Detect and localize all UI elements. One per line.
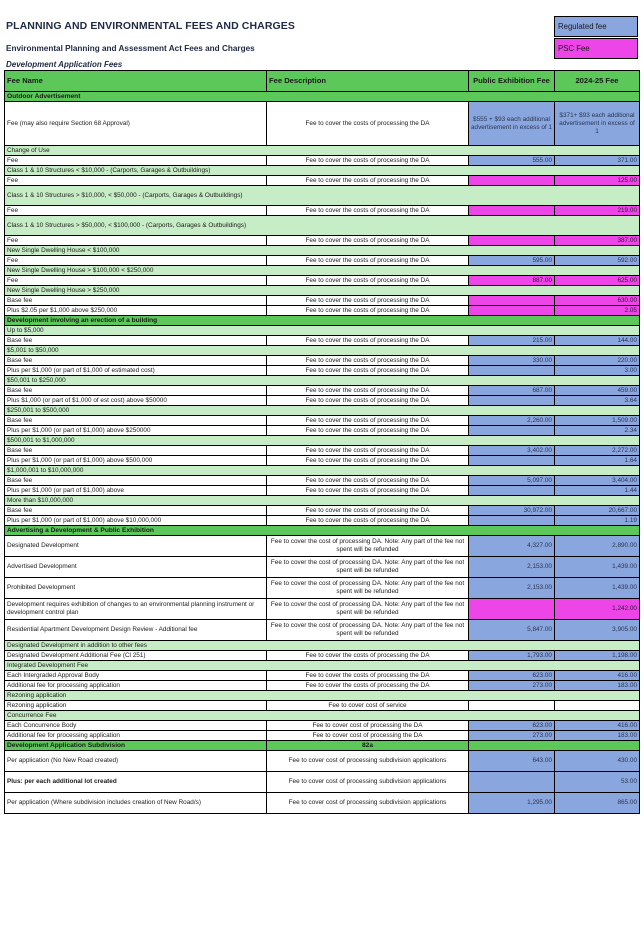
section-title: Development Application Fees <box>6 60 123 69</box>
fee-name: Per application (Where subdivision includes creation of New Road/s) <box>5 793 267 814</box>
fee-name: Plus $2.05 per $1,000 above $250,000 <box>5 306 267 316</box>
fee-2024-25: 183.00 <box>555 681 640 691</box>
public-exhibition-fee: 5,847.00 <box>469 620 555 641</box>
table-row <box>5 256 640 266</box>
fee-description: Fee to cover the costs of processing the DA <box>267 506 469 516</box>
fee-2024-25: 387.00 <box>555 236 640 246</box>
table-row <box>5 486 640 496</box>
subsection-heading: Class 1 & 10 Structures > $10,000, < $50,000 - (Carports, Garages & Outbuildings) <box>5 186 640 206</box>
subsection-heading: Class 1 & 10 Structures > $50,000, < $100,000 - (Carports, Garages & Outbuildings) <box>5 216 640 236</box>
public-exhibition-fee: 2,153.00 <box>469 578 555 599</box>
public-exhibition-fee <box>469 516 555 526</box>
subsection-heading: Concurrence Fee <box>5 711 640 721</box>
fees-table-body <box>5 71 640 814</box>
public-exhibition-fee <box>469 426 555 436</box>
public-exhibition-fee: 5,097.00 <box>469 476 555 486</box>
fee-name: Each Concurrence Body <box>5 721 267 731</box>
fee-2024-25: 430.00 <box>555 751 640 772</box>
table-row <box>5 793 640 814</box>
fee-name: Plus per $1,000 (or part of $1,000) above $500,000 <box>5 456 267 466</box>
fee-2024-25: 865.00 <box>555 793 640 814</box>
fee-name: Plus per $1,000 (or part of $1,000) above $10,000,000 <box>5 516 267 526</box>
table-row <box>5 426 640 436</box>
fee-name: Rezoning application <box>5 701 267 711</box>
fee-description: Fee to cover the costs of processing the DA <box>267 416 469 426</box>
public-exhibition-fee: 887.00 <box>469 276 555 286</box>
table-row <box>5 516 640 526</box>
subsection-heading: Class 1 & 10 Structures < $10,000 - (Carports, Garages & Outbuildings) <box>5 166 640 176</box>
table-row <box>5 306 640 316</box>
subsection-heading: $1,000,001 to $10,000,000 <box>5 466 640 476</box>
legend-psc-fee: PSC Fee <box>554 38 638 59</box>
fee-name: Fee <box>5 156 267 166</box>
section-heading: Development Application Subdivision <box>5 741 267 751</box>
fee-2024-25: 1,439.00 <box>555 578 640 599</box>
section-row <box>5 316 640 326</box>
page-title: PLANNING AND ENVIRONMENTAL FEES AND CHARGES <box>6 20 295 32</box>
fee-2024-25: 625.00 <box>555 276 640 286</box>
fee-description: Fee to cover the costs of processing the DA <box>267 386 469 396</box>
public-exhibition-fee <box>469 176 555 186</box>
table-row <box>5 751 640 772</box>
subsection-heading: Change of Use <box>5 146 640 156</box>
table-row <box>5 296 640 306</box>
fee-description: Fee to cover the costs of processing the DA <box>267 102 469 146</box>
fee-name: Development requires exhibition of changes to an environmental planning instrument or development control plan <box>5 599 267 620</box>
fee-description: Fee to cover the costs of processing the DA <box>267 681 469 691</box>
fee-name: Residential Apartment Development Design Review - Additional fee <box>5 620 267 641</box>
public-exhibition-fee: 555.00 <box>469 156 555 166</box>
table-row <box>5 506 640 516</box>
public-exhibition-fee <box>469 486 555 496</box>
fee-2024-25: 592.00 <box>555 256 640 266</box>
public-exhibition-fee: 215.00 <box>469 336 555 346</box>
section-row <box>5 526 640 536</box>
subsection-heading: Rezoning application <box>5 691 640 701</box>
subsection-row <box>5 661 640 671</box>
subsection-row <box>5 436 640 446</box>
public-exhibition-fee: 330.00 <box>469 356 555 366</box>
subsection-row <box>5 711 640 721</box>
fee-2024-25: 1,198.00 <box>555 651 640 661</box>
fee-description: Fee to cover the costs of processing the DA <box>267 156 469 166</box>
fee-name: Fee <box>5 176 267 186</box>
fee-name: Plus $1,000 (or part of $1,000 of est cost) above $50000 <box>5 396 267 406</box>
table-row <box>5 731 640 741</box>
subsection-heading: $250,001 to $500,000 <box>5 406 640 416</box>
table-row <box>5 456 640 466</box>
fee-description: Fee to cover the costs of processing the DA <box>267 456 469 466</box>
fee-description: Fee to cover the cost of processing DA. Note: Any part of the fee not spent will be refunded <box>267 578 469 599</box>
fee-2024-25 <box>555 701 640 711</box>
public-exhibition-fee <box>469 236 555 246</box>
fee-name: Additional fee for processing application <box>5 731 267 741</box>
fee-description: Fee to cover the costs of processing the DA <box>267 516 469 526</box>
public-exhibition-fee: $555 + $93 each additional advertisement in excess of 1 <box>469 102 555 146</box>
public-exhibition-fee <box>469 599 555 620</box>
subsection-row <box>5 376 640 386</box>
fee-name: Base fee <box>5 296 267 306</box>
public-exhibition-fee <box>469 701 555 711</box>
fee-2024-25: 1.19 <box>555 516 640 526</box>
table-header-row <box>5 71 640 92</box>
table-row <box>5 671 640 681</box>
subsection-row <box>5 246 640 256</box>
subsection-row <box>5 166 640 176</box>
table-row <box>5 701 640 711</box>
fee-description: Fee to cover the costs of processing the DA <box>267 671 469 681</box>
table-row <box>5 599 640 620</box>
section-note: 82a <box>267 741 469 751</box>
fee-description: Fee to cover cost of processing subdivision applications <box>267 793 469 814</box>
table-row <box>5 396 640 406</box>
subsection-row <box>5 496 640 506</box>
header-public-exhibition-fee: Public Exhibition Fee <box>469 71 555 92</box>
public-exhibition-fee <box>469 296 555 306</box>
subsection-row <box>5 346 640 356</box>
section-filler <box>469 741 640 751</box>
page-subtitle: Environmental Planning and Assessment Act Fees and Charges <box>6 44 255 53</box>
subsection-heading: $5,001 to $50,000 <box>5 346 640 356</box>
fee-name: Plus per $1,000 (or part of $1,000) above $250000 <box>5 426 267 436</box>
section-heading: Outdoor Advertisement <box>5 92 640 102</box>
fee-2024-25: 416.00 <box>555 671 640 681</box>
header-fee-description: Fee Description <box>267 71 469 92</box>
fee-name: Additional fee for processing application <box>5 681 267 691</box>
subsection-heading: $50,001 to $250,000 <box>5 376 640 386</box>
fee-name: Plus per $1,000 (or part of $1,000) above <box>5 486 267 496</box>
public-exhibition-fee: 643.00 <box>469 751 555 772</box>
fee-description: Fee to cover the costs of processing the DA <box>267 651 469 661</box>
subsection-row <box>5 406 640 416</box>
fee-description: Fee to cover the costs of processing the DA <box>267 176 469 186</box>
table-row <box>5 446 640 456</box>
public-exhibition-fee: 273.00 <box>469 731 555 741</box>
fee-name: Plus: per each additional lot created <box>5 772 267 793</box>
fee-name: Base fee <box>5 356 267 366</box>
fee-description: Fee to cover the cost of processing DA. Note: Any part of the fee not spent will be refunded <box>267 536 469 557</box>
public-exhibition-fee: 2,153.00 <box>469 557 555 578</box>
section-row <box>5 741 640 751</box>
fee-name: Advertised Development <box>5 557 267 578</box>
fee-description: Fee to cover the costs of processing the DA <box>267 296 469 306</box>
fee-2024-25: 1,509.00 <box>555 416 640 426</box>
subsection-row <box>5 286 640 296</box>
table-row <box>5 386 640 396</box>
table-row <box>5 176 640 186</box>
section-heading: Advertising a Development & Public Exhibition <box>5 526 640 536</box>
table-row <box>5 476 640 486</box>
fee-description: Fee to cover the costs of processing the DA <box>267 336 469 346</box>
header-2024-25-fee: 2024-25 Fee <box>555 71 640 92</box>
legend-regulated-fee: Regulated fee <box>554 16 638 37</box>
table-row <box>5 681 640 691</box>
fee-description: Fee to cover the costs of processing the DA <box>267 256 469 266</box>
fees-table <box>4 70 640 814</box>
subsection-heading: New Single Dwelling House < $100,000 <box>5 246 640 256</box>
fee-name: Base fee <box>5 476 267 486</box>
subsection-row <box>5 466 640 476</box>
fee-description: Fee to cover the cost of processing DA. Note: Any part of the fee not spent will be refunded <box>267 620 469 641</box>
fee-name: Designated Development <box>5 536 267 557</box>
fee-2024-25: 219.00 <box>555 206 640 216</box>
table-row <box>5 416 640 426</box>
public-exhibition-fee <box>469 772 555 793</box>
table-row <box>5 276 640 286</box>
fee-description: Fee to cover the costs of processing the DA <box>267 476 469 486</box>
fee-name: Base fee <box>5 446 267 456</box>
fee-name: Plus per $1,000 (or part of $1,000 of estimated cost) <box>5 366 267 376</box>
public-exhibition-fee: 687.00 <box>469 386 555 396</box>
subsection-row <box>5 266 640 276</box>
fee-description: Fee to cover the costs of processing the DA <box>267 206 469 216</box>
fee-description: Fee to cover the costs of processing the DA <box>267 276 469 286</box>
fee-name: Base fee <box>5 336 267 346</box>
fee-description: Fee to cover the costs of processing the DA <box>267 426 469 436</box>
table-row <box>5 557 640 578</box>
header-fee-name: Fee Name <box>5 71 267 92</box>
fee-2024-25: 183.00 <box>555 731 640 741</box>
public-exhibition-fee <box>469 206 555 216</box>
public-exhibition-fee: 4,327.00 <box>469 536 555 557</box>
fee-name: Fee <box>5 256 267 266</box>
subsection-heading: Up to $5,000 <box>5 326 640 336</box>
fee-2024-25: 144.00 <box>555 336 640 346</box>
fee-2024-25: 1.44 <box>555 486 640 496</box>
fee-description: Fee to cover the cost of processing DA. Note: Any part of the fee not spent will be refunded <box>267 557 469 578</box>
table-row <box>5 578 640 599</box>
table-row <box>5 336 640 346</box>
fee-name: Each Intergraded Approval Body <box>5 671 267 681</box>
fee-2024-25: 3,905.00 <box>555 620 640 641</box>
fee-2024-25: 125.00 <box>555 176 640 186</box>
fee-2024-25: 53.00 <box>555 772 640 793</box>
fee-2024-25: 630.00 <box>555 296 640 306</box>
fee-description: Fee to cover the cost of processing DA. Note: Any part of the fee not spent will be refunded <box>267 599 469 620</box>
fee-2024-25: 1.64 <box>555 456 640 466</box>
public-exhibition-fee <box>469 366 555 376</box>
public-exhibition-fee: 623.00 <box>469 721 555 731</box>
subsection-row <box>5 216 640 236</box>
public-exhibition-fee: 1,295.00 <box>469 793 555 814</box>
fee-2024-25: 371.00 <box>555 156 640 166</box>
table-row <box>5 536 640 557</box>
subsection-row <box>5 326 640 336</box>
fee-description: Fee to cover cost of processing subdivision applications <box>267 772 469 793</box>
public-exhibition-fee <box>469 396 555 406</box>
table-row <box>5 102 640 146</box>
fee-name: Base fee <box>5 506 267 516</box>
subsection-heading: Integrated Development Fee <box>5 661 640 671</box>
public-exhibition-fee: 273.00 <box>469 681 555 691</box>
fee-2024-25: 3.00 <box>555 366 640 376</box>
fee-2024-25: 2,272.00 <box>555 446 640 456</box>
fee-2024-25: 3.64 <box>555 396 640 406</box>
table-row <box>5 772 640 793</box>
table-row <box>5 620 640 641</box>
fee-name: Fee <box>5 236 267 246</box>
public-exhibition-fee: 2,260.00 <box>469 416 555 426</box>
fee-2024-25: 1,439.00 <box>555 557 640 578</box>
subsection-heading: New Single Dwelling House > $100,000 < $250,000 <box>5 266 640 276</box>
subsection-heading: $500,001 to $1,000,000 <box>5 436 640 446</box>
fee-description: Fee to cover the costs of processing the DA <box>267 356 469 366</box>
fee-2024-25: 2.34 <box>555 426 640 436</box>
subsection-row <box>5 691 640 701</box>
fee-description: Fee to cover the costs of processing the DA <box>267 446 469 456</box>
fee-description: Fee to cover the costs of processing the DA <box>267 306 469 316</box>
fee-description: Fee to cover the costs of processing the DA <box>267 396 469 406</box>
public-exhibition-fee: 30,972.00 <box>469 506 555 516</box>
public-exhibition-fee <box>469 456 555 466</box>
public-exhibition-fee: 623.00 <box>469 671 555 681</box>
fee-name: Base fee <box>5 416 267 426</box>
fee-name: Designated Development Additional Fee (Cl 251) <box>5 651 267 661</box>
fee-2024-25: 2.05 <box>555 306 640 316</box>
public-exhibition-fee: 595.00 <box>469 256 555 266</box>
public-exhibition-fee: 3,402.00 <box>469 446 555 456</box>
table-row <box>5 236 640 246</box>
section-row <box>5 92 640 102</box>
fee-2024-25: 416.00 <box>555 721 640 731</box>
subsection-row <box>5 146 640 156</box>
fee-description: Fee to cover cost of processing the DA <box>267 721 469 731</box>
fee-2024-25: $371+ $93 each additional advertisement in excess of 1 <box>555 102 640 146</box>
fee-2024-25: 459.00 <box>555 386 640 396</box>
public-exhibition-fee <box>469 306 555 316</box>
table-row <box>5 156 640 166</box>
subsection-heading: Designated Development in addition to other fees <box>5 641 640 651</box>
fee-name: Fee <box>5 276 267 286</box>
table-row <box>5 206 640 216</box>
fee-2024-25: 1,242.00 <box>555 599 640 620</box>
fee-description: Fee to cover the costs of processing the DA <box>267 236 469 246</box>
fee-description: Fee to cover the costs of processing the DA <box>267 486 469 496</box>
fee-name: Fee (may also require Section 68 Approval) <box>5 102 267 146</box>
fee-description: Fee to cover cost of service <box>267 701 469 711</box>
fee-2024-25: 3,404.00 <box>555 476 640 486</box>
table-row <box>5 366 640 376</box>
fee-name: Base fee <box>5 386 267 396</box>
public-exhibition-fee: 1,793.00 <box>469 651 555 661</box>
section-heading: Development involving an erection of a building <box>5 316 640 326</box>
fee-name: Fee <box>5 206 267 216</box>
subsection-heading: More than $10,000,000 <box>5 496 640 506</box>
fee-2024-25: 20,667.00 <box>555 506 640 516</box>
table-row <box>5 356 640 366</box>
fee-description: Fee to cover the costs of processing the DA <box>267 366 469 376</box>
fee-description: Fee to cover cost of processing subdivision applications <box>267 751 469 772</box>
fee-name: Per application (No New Road created) <box>5 751 267 772</box>
fee-description: Fee to cover cost of processing the DA <box>267 731 469 741</box>
table-row <box>5 651 640 661</box>
table-row <box>5 721 640 731</box>
subsection-row <box>5 186 640 206</box>
subsection-row <box>5 641 640 651</box>
fee-2024-25: 220.00 <box>555 356 640 366</box>
fee-2024-25: 2,890.00 <box>555 536 640 557</box>
subsection-heading: New Single Dwelling House > $250,000 <box>5 286 640 296</box>
fee-name: Prohibited Development <box>5 578 267 599</box>
